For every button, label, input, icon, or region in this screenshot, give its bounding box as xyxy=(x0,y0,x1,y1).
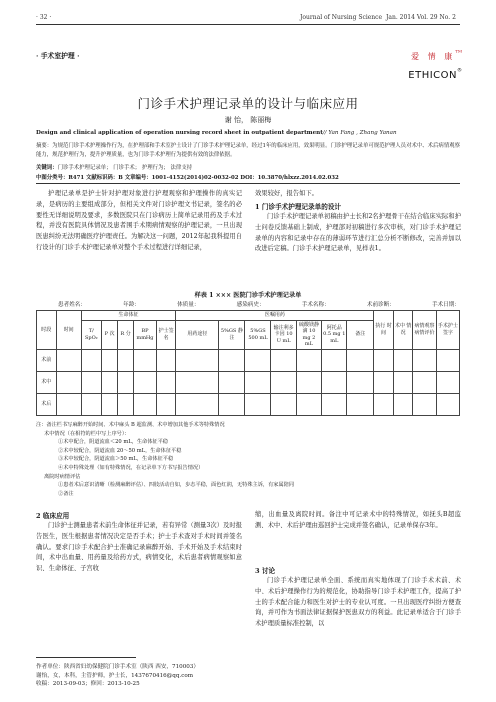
vital-col-r: R 分 xyxy=(118,320,134,349)
nursing-record-table xyxy=(36,310,460,416)
operation-name-field: 手术名称： xyxy=(301,302,330,308)
med-col-3: 输注利多卡因 10 U mL xyxy=(271,320,296,349)
note-line: ①术中配合，阴道流血＜20 mL，生命体征平稳 xyxy=(58,439,168,446)
patient-name-field: 患者姓名： xyxy=(58,302,86,308)
table-row xyxy=(37,393,460,415)
abstract-rule xyxy=(36,183,460,184)
row-label-preop: 术前 xyxy=(37,349,57,371)
logo-english: ETHICON xyxy=(408,70,457,81)
page-number: · 32 · xyxy=(36,14,52,21)
diagnosis-field: 术前诊断： xyxy=(366,302,395,308)
vital-col-t: T/ SpO₂ xyxy=(81,320,101,349)
keywords-text: 门诊手术护理记录单； 门诊手术； 护理行为； 法律支持 xyxy=(57,165,193,171)
section-1-heading: 1 门诊手术护理记录单的设计 xyxy=(255,203,342,211)
group-meds: 医嘱用药 xyxy=(176,311,374,321)
med-col-5: 阿托品 0.5 mg 1 mL xyxy=(322,320,347,349)
row-label-intraop: 术中 xyxy=(37,371,57,393)
section-2-text: 门诊护士测量患者术前生命体征并记录，若有异常（测量3次）及时报告医生，医生根据患者情况决定是否手术；护士手术查对手术时间并签名确认。要求门诊手术配合护士准确记录麻醉开始、手术开始及手术结束时间，术中出血量、用药量及给药方式，病情变化，术后患者病情观察如意识、生命体征、子宫收 xyxy=(36,522,242,573)
article-authors: 谢 怡， 陈丽梅 xyxy=(224,116,272,124)
table-notes xyxy=(36,421,460,498)
logo-reg: ® xyxy=(457,67,462,74)
logo-chinese: 爱 情 康 xyxy=(411,52,456,61)
footnote-rule xyxy=(36,657,136,658)
table-caption: 样表 1 ××× 医院门诊手术护理记录单 xyxy=(194,292,302,299)
column-heading: · 手术室护理 · xyxy=(36,52,80,60)
table-row xyxy=(37,371,460,393)
note-line: ③术中较配合，阴道流血＞50 mL，生命体征平稳 xyxy=(58,456,174,463)
keywords-label: 关键词： xyxy=(36,165,58,171)
note-line: 注：备注栏书写麻醉开始时间、术中麻头 B 超监测、术中增加其他手术等特殊情况 xyxy=(36,422,225,428)
med-col-4: 硫酸镁静滴 10 mg 2 mL xyxy=(296,320,321,349)
vital-col-bp: BP mmHg xyxy=(134,320,157,349)
infection-history-field: 感染病史： xyxy=(236,302,265,308)
col-observation: 病情观察 病情评价 xyxy=(413,311,436,350)
intro-paragraph: 护理记录单是护士针对护理对象进行护理观察和护理操作的真实记录，是病历的主要组成部分，但相关文件对门诊护理文书记录，签名的必要性无详细说明及要求，多数医院只在门诊病历上简单记录用药及手术过程，并没有医院具体情况及患者围手术期病情观察的护理记录，一旦出现医患纠纷无法明确医疗护理责任。为解决这一问题，2012年起我科提用自行设计的门诊手术护理记录单对整个手术过程进行详细记录， xyxy=(36,190,242,251)
col-period: 时段 xyxy=(37,311,57,350)
keywords xyxy=(36,163,192,171)
table-row xyxy=(37,349,460,371)
group-vitals: 生命体征 xyxy=(81,311,176,321)
header-rule xyxy=(36,24,460,25)
article-title: 门诊手术护理记录单的设计与临床应用 xyxy=(137,96,359,111)
abstract: 摘要：为规范门诊手术护理操作行为，在护理部和手术室护士设计了门诊手术护理记录单，经过1年的临床应用，效果明显。门诊护理记录单可规范护理人员对术中、术后病情观察能力，规范护理行为，提升护理质量，也为门诊手术护理行为提供有效的法律依据。 xyxy=(36,143,460,158)
vital-col-sign: 护士签名 xyxy=(156,320,176,349)
ethicon-logo xyxy=(392,44,462,82)
english-authors: // Yan Fang , Zhang Yanan xyxy=(322,130,397,136)
med-col-remarks: 备注 xyxy=(347,320,374,349)
section-2-heading: 2 临床应用 xyxy=(36,512,70,520)
col-exec-time: 执行 时间 xyxy=(374,311,394,350)
med-col-1: 5%GS 静注 xyxy=(219,320,245,349)
section-3-text: 门诊手术护理记录单全面、系统而真实地体现了门诊手术术前、术中、术后护理操作行为的规范化，协助指导门诊手术护理工作，提高了护士的手术配合能力和医生对护士的专业认可度。一旦出现医疗纠纷方便查询，并可作为书面法律证据保护医患双方的利益。此记录单适合于门诊手术护理质量标准控制，以 xyxy=(255,577,461,628)
note-line: 离院时病情评估 xyxy=(44,473,81,480)
section-3-heading: 3 讨论 xyxy=(255,567,276,575)
col-exec: 术中 情况 xyxy=(393,311,413,350)
med-col-2: 5%GS 500 mL xyxy=(245,320,271,349)
note-line: ②备注 xyxy=(58,490,74,497)
col-time: 时间 xyxy=(56,311,81,350)
note-line: ①患者术后意识清晰（检测麻醉评估）、四肢活动自如，步态平稳，面色红润，无特殊主诉，有家属陪同 xyxy=(58,482,295,489)
english-title-text: Design and clinical application of operation nursing record sheet in outpatient department xyxy=(36,130,323,136)
classification-line: 中图分类号：R471 文献标识码：B 文章编号：1001-4152(2014)02-0032-02 DOI：10.3870/hlxzz.2014.02.032 xyxy=(36,175,339,181)
footnote-author: 谢怡，女，本科，主管护师，护士长，1437670416@qq.com xyxy=(36,672,194,679)
english-title xyxy=(36,130,397,136)
row-label-postop: 术后 xyxy=(37,393,57,415)
intro-continued: 效果较好，报告如下。 xyxy=(255,190,318,197)
col-sign: 手术护士签字 xyxy=(436,311,459,350)
med-col-route: 用药途径 xyxy=(176,320,219,349)
footnote-affiliation: 作者单位：陕西省妇幼保健院门诊手术室（陕西 西安，710003） xyxy=(36,664,199,670)
operation-date-field: 手术日期： xyxy=(431,302,460,308)
journal-name: Journal of Nursing Science xyxy=(300,14,383,21)
section-2-continued: 缩，出血量及离院时间。备注中可记录术中的特殊情况，如抚头B超监测、术中、术后护理由巡回护士完成并签名确认，记录单保存3年。 xyxy=(255,511,461,529)
age-field: 年龄： xyxy=(123,302,140,308)
journal-issue: Jan. 2014 Vol. 29 No. 2 xyxy=(386,14,456,21)
note-line: 术中情况（在相符的栏中写上序号）： xyxy=(44,430,130,437)
note-line: ②术中较配合，阴道流血 20～50 mL，生命体征平稳 xyxy=(58,447,182,454)
footnote xyxy=(36,663,246,689)
vital-col-p: P 次 xyxy=(102,320,118,349)
patient-info-line xyxy=(58,300,460,308)
weight-field: 体质量： xyxy=(177,302,200,308)
footnote-dates: 收稿：2013-09-03；修回：2013-10-25 xyxy=(36,681,140,688)
note-line: ④术中特殊处理（如有特殊情况，在记录单下方书写报告情况） xyxy=(58,464,204,471)
logo-tm: TM xyxy=(455,48,462,54)
section-1-text: 门诊手术护理记录单初稿由护士长和2名护理骨干在结合临床实际和护士问卷反馈基础上制成，护理部对初稿进行多次审核，对门诊手术护理记录单的内容和记录中存在的薄弱环节进行汇总分析不断修改，完善并加以改进后定稿。门诊手术护理记录单，见样表1。 xyxy=(255,213,461,253)
